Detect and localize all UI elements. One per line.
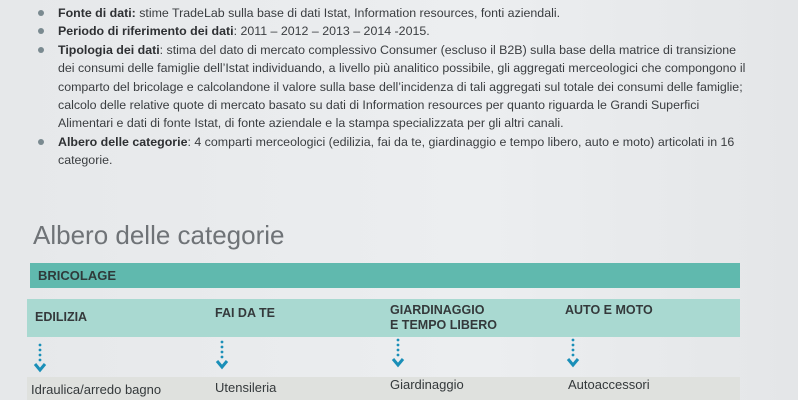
bullet-text: : 2011 – 2012 – 2013 – 2014 -2015. [233,24,430,39]
section-heading: Albero delle categorie [33,220,285,250]
category-giardinaggio: Giardinaggio [390,377,464,392]
category-idraulica: Idraulica/arredo bagno [31,382,162,397]
arrow-down-icon [391,338,405,368]
sector-edilizia: EDILIZIA [35,310,88,324]
data-notes-list [32,4,752,170]
bullet-albero [32,133,752,170]
sector-auto-moto: AUTO E MOTO [565,303,653,317]
bullet-label: Albero delle categorie [58,134,188,149]
bullet-text: : 4 comparti merceologici (edilizia, fai da te, giardinaggio e tempo libero, auto e moto) articolati in 16 categorie. [58,134,735,168]
arrow-down-icon [566,338,580,368]
arrow-down-icon [215,340,229,370]
sector-fai-da-te: FAI DA TE [215,306,275,320]
bullet-label: Fonte di dati: [58,6,136,20]
bullet-periodo [32,22,752,40]
bullet-label: Tipologia dei dati [58,42,160,57]
bullet-text: : stima del dato di mercato complessivo Consumer (escluso il B2B) sulla base della matrice di transizione dei consumi delle famiglie dell’Istat individuando, a livello più analitico possibile, gli aggregati merceologici che compongono il comparto del bricolage e calcolandone il valore sulla base dell’incidenza di tali aggregati sul totale dei consumi delle famiglie; calcolo delle relative quote di mercato basato su dati di Information resources per quanto riguarda le Grandi Superfici Alimentari e dati di fonte Istat, di fonte aziendale e la stampa specializzata per gli altri canali. [58,42,746,131]
arrow-down-icon [33,343,47,373]
bullet-text: stime TradeLab sulla base di dati Istat, Information resources, fonti aziendali. [135,6,561,20]
category-autoaccessori: Autoaccessori [568,377,650,392]
root-category-bar [30,263,740,288]
sector-giardinaggio: GIARDINAGGIO E TEMPO LIBERO [390,303,497,332]
category-utensileria: Utensileria [215,380,277,395]
root-category-label: BRICOLAGE [38,268,116,283]
bullet-label: Periodo di riferimento dei dati [58,24,234,39]
bullet-fonte [32,4,752,22]
bullet-tipologia [32,41,752,133]
